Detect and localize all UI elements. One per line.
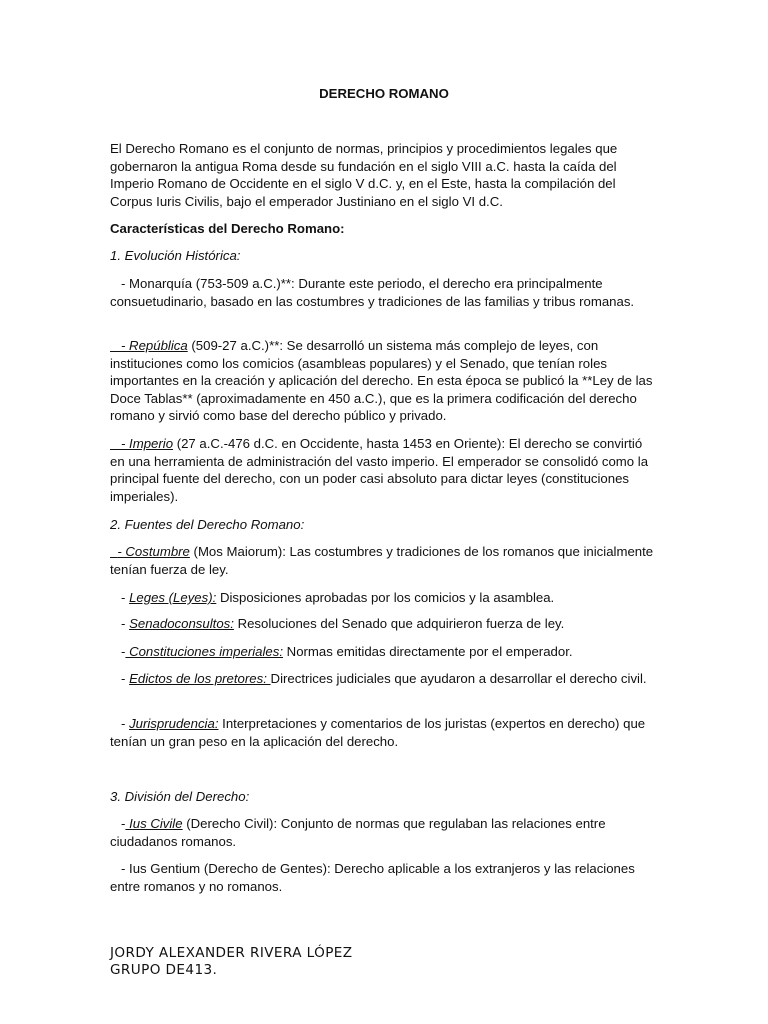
leges-term: Leges (Leyes): <box>129 590 217 605</box>
const-term: Constituciones imperiales: <box>125 644 283 659</box>
ius-gentium-paragraph: - Ius Gentium (Derecho de Gentes): Derecho aplicable a los extranjeros y las relaciones entre romanos y no romanos. <box>110 861 639 894</box>
costumbre-paragraph <box>110 543 660 578</box>
monarquia-paragraph: - Monarquía (753-509 a.C.)**: Durante este periodo, el derecho era principalmente consuetudinario, basado en las costumbres y tradiciones de las familias y tribus romanas. <box>110 276 635 309</box>
section-3-heading: 3. División del Derecho: <box>110 789 250 804</box>
senado-term: Senadoconsultos: <box>129 616 234 631</box>
senadoconsultos-paragraph <box>110 615 660 633</box>
senado-text: Resoluciones del Senado que adquirieron fuerza de ley. <box>233 616 565 631</box>
const-text: Normas emitidas directamente por el emperador. <box>283 644 573 659</box>
civile-term: Ius Civile <box>125 816 183 831</box>
juris-term: Jurisprudencia: <box>129 716 219 731</box>
author-name: JORDY ALEXANDER RIVERA LÓPEZ <box>110 945 353 961</box>
edictos-paragraph <box>110 670 660 688</box>
leges-paragraph <box>110 589 660 607</box>
juris-prefix: - <box>110 716 130 731</box>
edictos-text: Directrices judiciales que ayudaron a desarrollar el derecho civil. <box>270 671 647 686</box>
republica-term: - República <box>110 338 188 353</box>
intro-paragraph: El Derecho Romano es el conjunto de normas, principios y procedimientos legales que gobernaron la antigua Roma desde su fundación en el siglo VIII a.C. hasta la caída del Imperio Romano de Occidente en el siglo V d.C. y, en el Este, hasta la compilación del Corpus Iuris Civilis, bajo el emperador Justiniano en el siglo VI d.C. <box>110 141 618 209</box>
jurisprudencia-paragraph <box>110 715 660 750</box>
leges-text: Disposiciones aprobadas por los comicios y la asamblea. <box>216 590 555 605</box>
section-2-heading: 2. Fuentes del Derecho Romano: <box>110 517 305 532</box>
document-title: DERECHO ROMANO <box>319 86 449 101</box>
costumbre-text: (Mos Maiorum): Las costumbres y tradiciones de los romanos que inicialmente tenían fuerza de ley. <box>110 544 657 577</box>
republica-paragraph <box>110 337 660 425</box>
civile-text: (Derecho Civil): Conjunto de normas que regulaban las relaciones entre ciudadanos romanos. <box>110 816 610 849</box>
ius-civile-paragraph <box>110 815 660 850</box>
features-heading: Características del Derecho Romano: <box>110 221 345 236</box>
imperio-paragraph <box>110 435 660 505</box>
costumbre-term: - Costumbre <box>110 544 190 559</box>
constituciones-paragraph <box>110 643 660 661</box>
section-1-heading: 1. Evolución Histórica: <box>110 248 241 263</box>
senado-prefix: - <box>110 616 130 631</box>
edictos-term: Edictos de los pretores: <box>129 671 271 686</box>
leges-prefix: - <box>110 590 130 605</box>
group-name: GRUPO DE413. <box>110 962 218 978</box>
const-prefix: - <box>110 644 126 659</box>
civile-prefix: - <box>110 816 126 831</box>
juris-text: Interpretaciones y comentarios de los juristas (expertos en derecho) que tenían un gran peso en la aplicación del derecho. <box>110 716 649 749</box>
edictos-prefix: - <box>110 671 130 686</box>
imperio-text: (27 a.C.-476 d.C. en Occidente, hasta 1453 en Oriente): El derecho se convirtió en una herramienta de administración del vasto imperio. El emperador se consolidó como la principal fuente del derecho, con un poder casi absoluto para dictar leyes (constituciones imperiales). <box>110 436 652 504</box>
imperio-term: - Imperio <box>110 436 174 451</box>
republica-text: (509-27 a.C.)**: Se desarrolló un sistema más complejo de leyes, con instituciones como los comicios (asambleas populares) y el Senado, que tenían roles importantes en la creación y aplicación del derecho. En esta época se publicó la **Ley de las Doce Tablas** (aproximadamente en 450 a.C.), que es la primera codificación del derecho romano y sirvió como base del derecho público y privado. <box>110 338 657 423</box>
author-footer <box>110 945 353 979</box>
